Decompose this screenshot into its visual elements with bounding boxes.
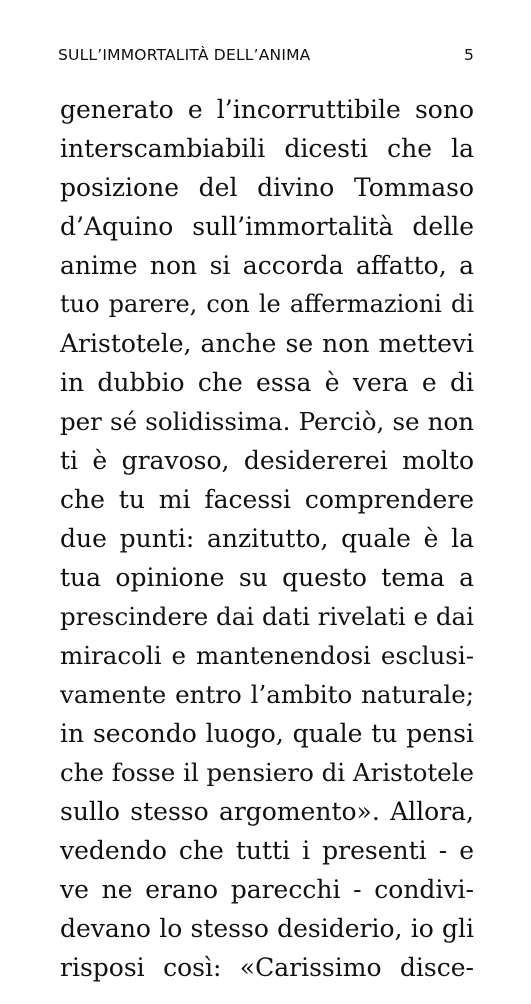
text-line: sullo stesso argomento». Allora,	[60, 797, 474, 826]
text-line: ve ne erano parecchi - condivi-	[60, 875, 474, 904]
text-line: in dubbio che essa è vera e di	[60, 368, 474, 397]
text-line: d’Aquino sull’immortalità delle	[60, 212, 474, 241]
text-line: anime non si accorda affatto, a	[60, 251, 474, 280]
body-text	[60, 90, 474, 987]
text-line: per sé solidissima. Perciò, se non	[60, 407, 474, 436]
text-line: in secondo luogo, quale tu pensi	[60, 719, 474, 748]
text-line: devano lo stesso desiderio, io gli	[60, 914, 474, 943]
text-line: generato e l’incorruttibile sono	[60, 95, 474, 124]
running-title: SULL’IMMORTALITÀ DELL’ANIMA	[58, 46, 311, 64]
page-number: 5	[463, 46, 474, 64]
text-line: Aristotele, anche se non mettevi	[60, 329, 474, 358]
text-line: che fosse il pensiero di Aristotele	[60, 758, 475, 787]
text-line: due punti: anzitutto, quale è la	[60, 524, 474, 553]
text-line: interscambiabili dicesti che la	[60, 134, 474, 163]
text-line: posizione del divino Tommaso	[60, 173, 474, 202]
text-line: tuo parere, con le affermazioni di	[60, 290, 474, 318]
text-line: che tu mi facessi comprendere	[60, 485, 474, 514]
text-line: tua opinione su questo tema a	[60, 563, 474, 592]
text-line: vamente entro l’ambito naturale;	[60, 680, 474, 709]
text-line: ti è gravoso, desidererei molto	[60, 446, 474, 475]
text-line: prescindere dai dati rivelati e dai	[60, 602, 474, 631]
text-line: vedendo che tutti i presenti - e	[60, 836, 474, 865]
text-line: miracoli e mantenendosi esclusi-	[60, 641, 474, 670]
text-line: risposi così: «Carissimo disce-	[60, 953, 474, 982]
running-header	[58, 44, 474, 66]
